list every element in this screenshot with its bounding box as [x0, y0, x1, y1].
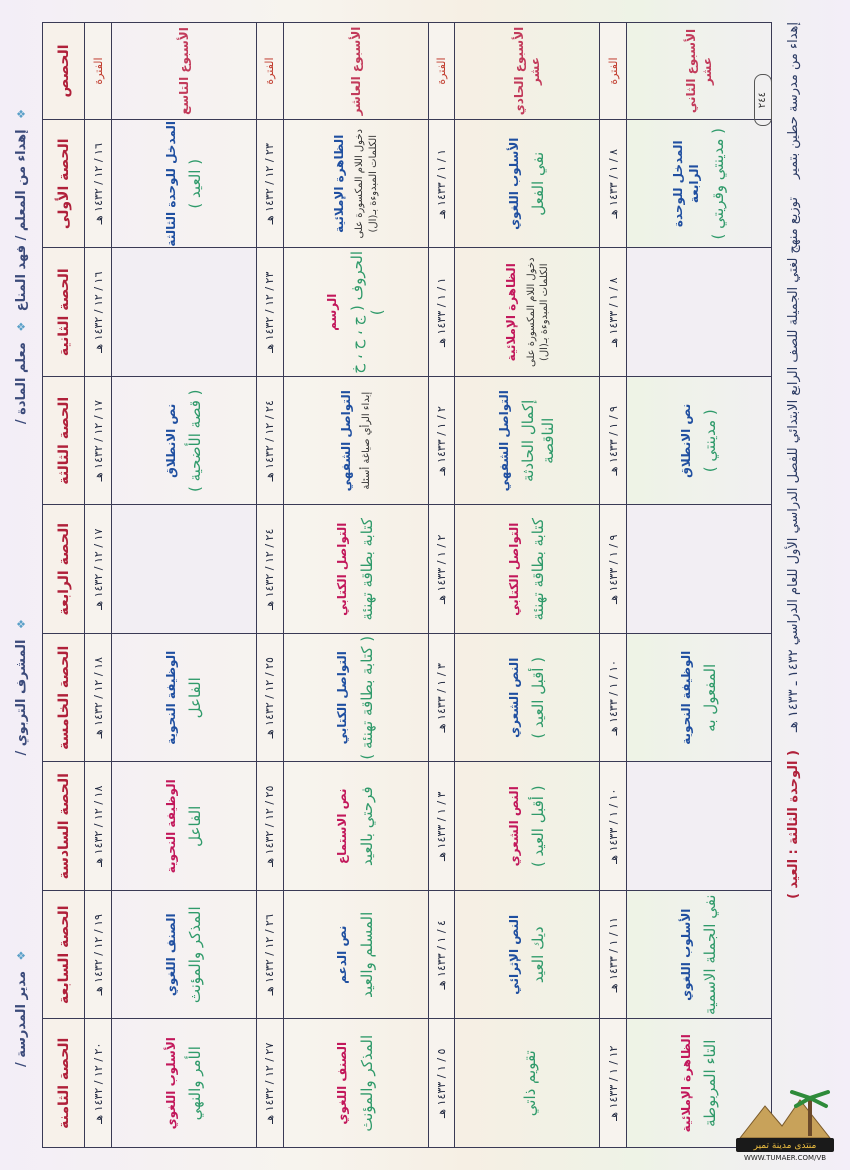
- lesson-topic: الفاعل: [186, 805, 204, 847]
- diamond-icon: ❖: [15, 950, 28, 961]
- lesson-topic: نفي الجملة الاسمية: [701, 894, 720, 1015]
- lesson-title: الوظيفة النحوية: [678, 650, 693, 745]
- forum-logo: [730, 1088, 840, 1162]
- lesson-cell: [455, 762, 600, 891]
- column-header: الحصة الخامسة: [43, 634, 85, 763]
- lesson-topic: كتابة بطاقة تهنئة: [529, 518, 548, 621]
- lesson-title: الأسلوب اللغوي: [163, 1037, 178, 1130]
- date-cell: ٨ / ١ / ١٤٣٣ هـ: [600, 248, 627, 377]
- lesson-cell: [627, 891, 772, 1020]
- lesson-cell: [455, 120, 600, 249]
- lesson-title: التواصل الكتابي: [507, 522, 522, 616]
- column-header: الحصة السابعة: [43, 891, 85, 1020]
- period-label: الفترة: [85, 23, 112, 120]
- dedication-text: إهداء من مدرسة حطين بتمير: [785, 22, 801, 180]
- lesson-cell: [455, 248, 600, 377]
- date-cell: ١ / ١ / ١٤٣٣ هـ: [428, 120, 455, 249]
- principal-label: مدير المدرسة /: [14, 971, 29, 1068]
- lesson-title: التواصل الشفهي: [497, 390, 511, 492]
- teacher-name: إهداء من المعلم / فهد المناع: [14, 129, 29, 312]
- lesson-topic: الأمر والنهي: [186, 1046, 204, 1121]
- lesson-cell: [627, 120, 772, 249]
- lesson-title: الأسلوب اللغوي: [678, 908, 693, 1001]
- lesson-cell: [112, 762, 257, 891]
- column-header: الحصة الثالثة: [43, 377, 85, 506]
- lesson-topic: الفاعل: [186, 677, 204, 719]
- lesson-topic: المفعول به: [701, 663, 720, 732]
- unit-title: ( الوحدة الثالثة : العيد ): [785, 750, 801, 899]
- week-label: الأسبوع الثاني عشر: [627, 23, 772, 120]
- lesson-cell: [283, 1019, 428, 1148]
- lesson-row: [455, 23, 600, 1148]
- date-cell: ٢٥ / ١٢ / ١٤٣٢ هـ: [256, 634, 283, 763]
- lesson-title: الوظيفة النحوية: [163, 650, 178, 745]
- date-cell: ٢٠ / ١٢ / ١٤٣٢ هـ: [85, 1019, 112, 1148]
- date-cell: ١٩ / ١٢ / ١٤٣٢ هـ: [85, 891, 112, 1020]
- diamond-icon: ❖: [15, 108, 28, 119]
- lesson-topic: المذكر والمؤنث: [186, 906, 204, 1004]
- lesson-topic: ( أقبل العيد ): [529, 656, 548, 739]
- lesson-cell: [627, 248, 772, 377]
- date-row: [256, 23, 283, 1148]
- supervisor-label: المشرف التربوي /: [14, 639, 29, 756]
- lesson-title: التواصل الكتابي: [335, 651, 350, 745]
- date-cell: ١٦ / ١٢ / ١٤٣٢ هـ: [85, 248, 112, 377]
- column-header: الحصة الثانية: [43, 248, 85, 377]
- lesson-cell: [112, 634, 257, 763]
- lesson-cell: [455, 1019, 600, 1148]
- lesson-topic: المسلم والعيد: [357, 911, 376, 998]
- date-cell: ١١ / ١ / ١٤٣٣ هـ: [600, 891, 627, 1020]
- diamond-icon: ❖: [15, 321, 28, 332]
- lesson-topic: إكمال الحادثة الناقصة: [519, 399, 558, 482]
- lesson-title: الصنف اللغوي: [163, 913, 178, 997]
- date-cell: ٣ / ١ / ١٤٣٣ هـ: [428, 762, 455, 891]
- date-cell: ٥ / ١ / ١٤٣٣ هـ: [428, 1019, 455, 1148]
- date-cell: ١ / ١ / ١٤٣٣ هـ: [428, 248, 455, 377]
- lesson-title: نص الاستماع: [335, 788, 350, 865]
- logo-url: WWW.TUMAER.COM/VB: [743, 1154, 827, 1162]
- period-label: الفترة: [428, 23, 455, 120]
- lesson-cell: [627, 634, 772, 763]
- lesson-topic: دخول اللام المكسورة على الكلمات المبدوءة بـ(ال): [525, 257, 551, 367]
- lesson-cell: [283, 634, 428, 763]
- date-cell: ٢ / ١ / ١٤٣٣ هـ: [428, 505, 455, 634]
- period-label: الفترة: [256, 23, 283, 120]
- date-cell: ١٧ / ١٢ / ١٤٣٢ هـ: [85, 377, 112, 506]
- lesson-cell: [627, 505, 772, 634]
- lesson-cell: [112, 891, 257, 1020]
- diamond-icon: ❖: [15, 619, 28, 630]
- date-cell: ١٨ / ١٢ / ١٤٣٢ هـ: [85, 634, 112, 763]
- column-header: الحصص: [43, 23, 85, 120]
- lesson-title: النص الشعري: [507, 786, 522, 867]
- lesson-cell: [283, 762, 428, 891]
- lesson-row: [283, 23, 428, 1148]
- lesson-cell: [283, 505, 428, 634]
- lesson-cell: [455, 634, 600, 763]
- lesson-title: الظاهرة الإملائية: [678, 1034, 693, 1133]
- date-cell: ٢٥ / ١٢ / ١٤٣٢ هـ: [256, 762, 283, 891]
- header-line: [782, 22, 804, 1148]
- lesson-cell: [455, 377, 600, 506]
- lesson-title: نص الانطلاق: [678, 403, 693, 478]
- lesson-title: نص الدعم: [335, 925, 350, 984]
- lesson-title: المدخل للوحدة الرابعة: [670, 140, 701, 228]
- lesson-topic: الحروف ( ج ، ح ، خ ): [347, 250, 386, 374]
- lesson-cell: [627, 762, 772, 891]
- lesson-topic: ( قصة الأضحية ): [186, 389, 204, 493]
- lesson-topic: ديك العيد: [529, 926, 548, 984]
- lesson-title: الظاهرة الإملائية: [503, 263, 518, 362]
- logo-text: منتدى مدينة تمير: [753, 1141, 817, 1151]
- date-cell: ١٠ / ١ / ١٤٣٣ هـ: [600, 634, 627, 763]
- lesson-topic: تقويم ذاتي: [521, 1050, 540, 1117]
- lesson-cell: [112, 505, 257, 634]
- footer-line: [14, 22, 36, 1148]
- lesson-title: النص الإثرائي: [507, 914, 522, 995]
- column-header: الحصة الثامنة: [43, 1019, 85, 1148]
- lesson-title: نص الانطلاق: [163, 403, 178, 478]
- lesson-topic: ( العيد ): [186, 158, 204, 209]
- date-cell: ٢٤ / ١٢ / ١٤٣٢ هـ: [256, 377, 283, 506]
- lesson-row: [627, 23, 772, 1148]
- lesson-title: النص الشعري: [507, 657, 522, 738]
- lesson-title: الأسلوب اللغوي: [507, 137, 522, 230]
- column-header: الحصة الأولى: [43, 120, 85, 249]
- date-cell: ١٢ / ١ / ١٤٣٣ هـ: [600, 1019, 627, 1148]
- date-cell: ٨ / ١ / ١٤٣٣ هـ: [600, 120, 627, 249]
- header-row: [43, 23, 85, 1148]
- lesson-topic: دخول اللام المكسورة على الكلمات المبدوءة بـ(ال): [354, 129, 379, 239]
- lesson-cell: [112, 1019, 257, 1148]
- lesson-topic: ( مدينتي ): [701, 409, 720, 473]
- date-cell: ١٧ / ١٢ / ١٤٣٢ هـ: [85, 505, 112, 634]
- date-row: [600, 23, 627, 1148]
- date-row: [85, 23, 112, 1148]
- lesson-topic: ( أقبل العيد ): [529, 785, 548, 868]
- lesson-topic: إبداء الرأي صياغة أسئلة: [361, 391, 373, 490]
- lesson-cell: [283, 377, 428, 506]
- lesson-title: التواصل الشفهي: [338, 390, 353, 492]
- lesson-topic: كتابة بطاقة تهنئة: [357, 518, 376, 621]
- subject-teacher: معلم المادة /: [14, 342, 29, 425]
- date-cell: ٢٤ / ١٢ / ١٤٣٢ هـ: [256, 505, 283, 634]
- lesson-topic: التاء المربوطة: [701, 1039, 720, 1127]
- period-label: الفترة: [600, 23, 627, 120]
- date-cell: ٢٦ / ١٢ / ١٤٣٢ هـ: [256, 891, 283, 1020]
- date-cell: ٤ / ١ / ١٤٣٣ هـ: [428, 891, 455, 1020]
- column-header: الحصة الرابعة: [43, 505, 85, 634]
- date-cell: ١٦ / ١٢ / ١٤٣٢ هـ: [85, 120, 112, 249]
- lesson-topic: فرحتي بالعيد: [357, 786, 376, 866]
- column-header: الحصة السادسة: [43, 762, 85, 891]
- date-cell: ٣ / ١ / ١٤٣٣ هـ: [428, 634, 455, 763]
- plan-title: توزيع منهج لغتي الجميلة للصف الرابع الابتدائي للفصل الدراسي الأول للعام الدراسي ١٤٣٢ ـ ١٤٣٣ هـ: [785, 197, 801, 733]
- page-number: ٢٤٤: [754, 74, 772, 126]
- week-label: الأسبوع التاسع: [112, 23, 257, 120]
- lesson-title: الرسم: [325, 293, 340, 331]
- lesson-cell: [112, 377, 257, 506]
- lesson-cell: [455, 891, 600, 1020]
- lesson-title: الوظيفة النحوية: [163, 779, 178, 874]
- lesson-title: المدخل للوحدة الثالثة: [163, 120, 178, 247]
- lesson-topic: ( كتابة بطاقة تهنئة ): [357, 635, 376, 760]
- schedule-table: [42, 22, 772, 1148]
- date-cell: ٢ / ١ / ١٤٣٣ هـ: [428, 377, 455, 506]
- lesson-cell: [283, 891, 428, 1020]
- lesson-cell: [112, 120, 257, 249]
- date-cell: ١٨ / ١٢ / ١٤٣٢ هـ: [85, 762, 112, 891]
- lesson-topic: ( مدينتي وقريتي ): [709, 127, 728, 240]
- week-label: الأسبوع الحادي عشر: [455, 23, 600, 120]
- lesson-cell: [283, 248, 428, 377]
- lesson-title: الظاهرة الإملائية: [332, 134, 347, 233]
- lesson-cell: [112, 248, 257, 377]
- lesson-row: [112, 23, 257, 1148]
- date-cell: ٢٧ / ١٢ / ١٤٣٢ هـ: [256, 1019, 283, 1148]
- lesson-topic: نفي الفعل: [529, 151, 548, 216]
- lesson-title: التواصل الكتابي: [335, 522, 350, 616]
- lesson-topic: المذكر والمؤنث: [357, 1034, 376, 1132]
- date-cell: ١٠ / ١ / ١٤٣٣ هـ: [600, 762, 627, 891]
- lesson-cell: [455, 505, 600, 634]
- date-cell: ٩ / ١ / ١٤٣٣ هـ: [600, 377, 627, 506]
- lesson-cell: [627, 377, 772, 506]
- date-row: [428, 23, 455, 1148]
- date-cell: ٢٣ / ١٢ / ١٤٣٢ هـ: [256, 248, 283, 377]
- week-label: الأسبوع العاشر: [283, 23, 428, 120]
- date-cell: ٩ / ١ / ١٤٣٣ هـ: [600, 505, 627, 634]
- date-cell: ٢٣ / ١٢ / ١٤٣٢ هـ: [256, 120, 283, 249]
- lesson-title: الصنف اللغوي: [335, 1041, 350, 1125]
- lesson-cell: [283, 120, 428, 249]
